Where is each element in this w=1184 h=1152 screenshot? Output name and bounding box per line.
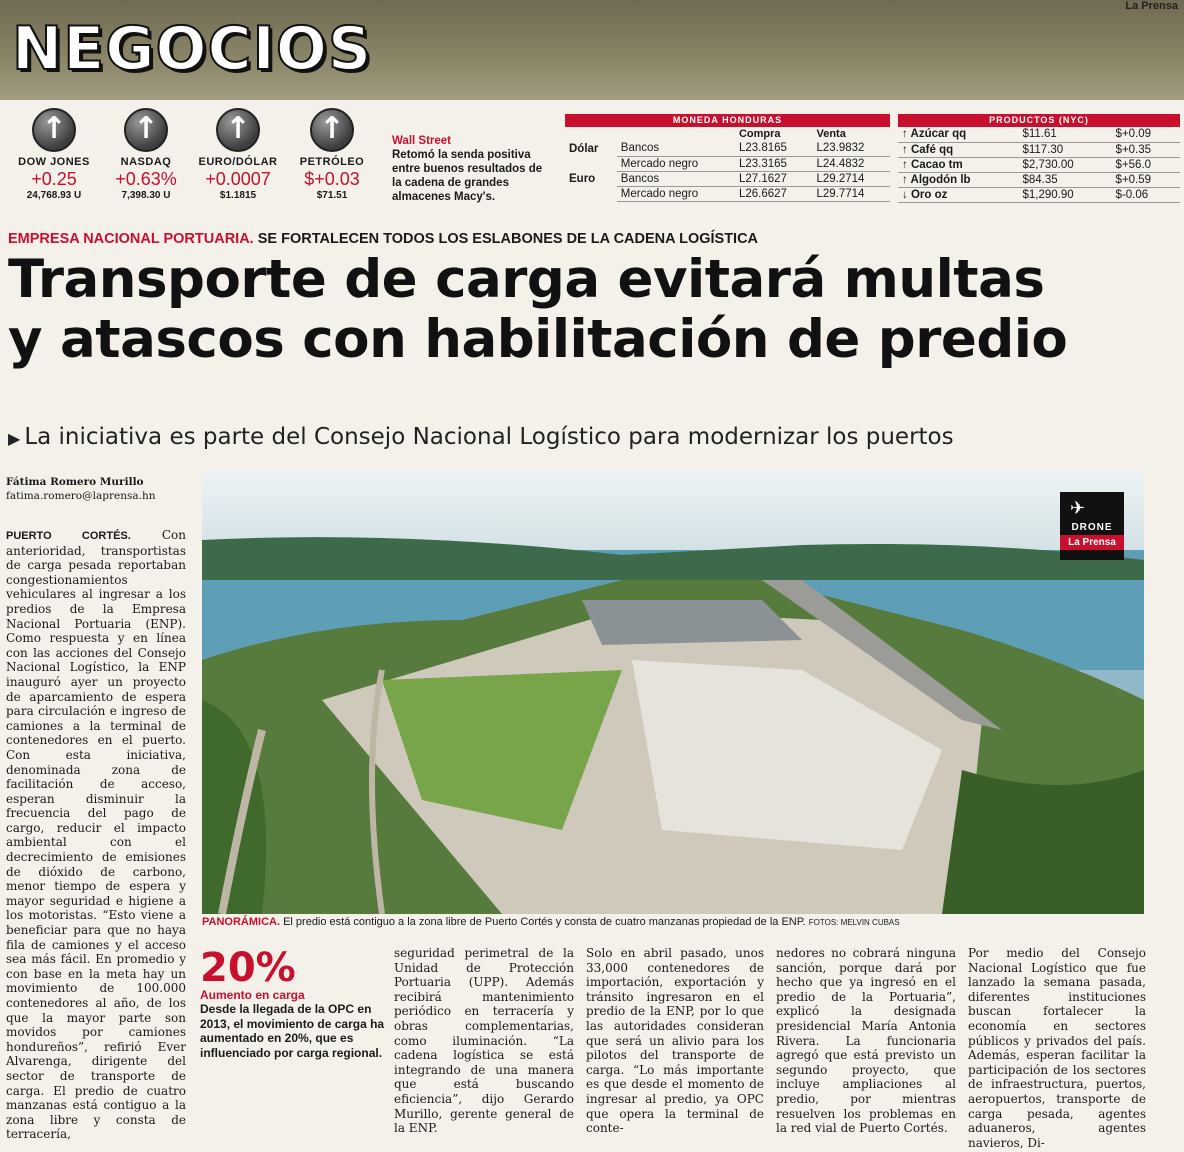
currency-buy: L27.1627 <box>735 171 813 186</box>
indicator-label: NASDAQ <box>120 156 172 168</box>
indicator-label: EURO/DÓLAR <box>198 156 278 168</box>
indicator-change: +0.63% <box>115 169 177 189</box>
currency-name <box>565 156 617 171</box>
column-text: Por medio del Consejo Nacional Logístico que fue lanzado la semana pasada, diferentes instituciones buscan fortalecer la economía en sectores públicos y privados del país. Además, esperan facilitar la participación de los sectores de infraestructura, puertos, aeropuertos, transporte de carga pesada, agentes aduaneros, agentes navieros, Di- <box>968 946 1146 1150</box>
article-column-4 <box>776 946 956 1136</box>
dateline: PUERTO CORTÉS. <box>6 530 131 542</box>
article-kicker <box>8 231 1178 247</box>
indicator-change: +0.0007 <box>205 169 271 189</box>
indicator-dow-jones <box>4 108 104 201</box>
product-price: $11.61 <box>1018 127 1111 142</box>
article-column-1 <box>6 528 186 1142</box>
indicator-value: $71.51 <box>316 190 348 201</box>
stat-label: Aumento en carga <box>200 988 305 1002</box>
article-column-2 <box>394 946 574 1136</box>
product-change: $+0.35 <box>1112 142 1180 157</box>
drone-badge <box>1060 492 1124 560</box>
triangle-right-icon: ▶ <box>8 429 21 448</box>
market-strip <box>0 100 1184 228</box>
product-price: $84.35 <box>1018 172 1111 187</box>
product-change: $+0.09 <box>1112 127 1180 142</box>
table-row <box>565 186 890 201</box>
currency-sell: L29.2714 <box>812 171 890 186</box>
indicator-petroleo <box>282 108 382 201</box>
product-price: $2,730.00 <box>1018 157 1111 172</box>
arrow-up-icon <box>310 108 354 152</box>
product-price: $1,290.90 <box>1018 187 1111 202</box>
column-text: nedores no cobrará ninguna sanción, porque dará por hecho que ya ingresó en el predio de la Portuaria”, explicó la designada presidencial María Antonia Rivera. La funcionaria agregó que está previsto un segundo proyecto, que incluye ampliaciones al predio, por mientras resuelven los problemas en la red vial de Puerto Cortés. <box>776 946 956 1136</box>
kicker-text: SE FORTALECEN TODOS LOS ESLABONES DE LA CADENA LOGÍSTICA <box>257 231 759 247</box>
article-deck <box>8 424 1178 450</box>
article-column-5 <box>968 946 1146 1150</box>
author-email: fatima.romero@laprensa.hn <box>6 490 156 502</box>
indicator-euro-dolar <box>188 108 288 201</box>
headline-line-2: y atascos con habilitación de predio <box>8 309 1068 370</box>
indicator-label: PETRÓLEO <box>299 156 365 168</box>
product-name: Azúcar qq <box>910 128 967 141</box>
product-name: Café qq <box>910 143 954 156</box>
section-title: NEGOCIOS <box>12 14 373 84</box>
indicator-change: +0.25 <box>31 169 77 189</box>
trend-arrow-icon: ↑ <box>902 158 908 171</box>
stat-box <box>200 945 386 1060</box>
arrow-up-icon <box>216 108 260 152</box>
drone-icon: ✈ <box>1070 498 1086 519</box>
currency-sell: L24.4832 <box>812 156 890 171</box>
arrow-up-icon <box>124 108 168 152</box>
table-row <box>898 187 1180 202</box>
product-change: $+0.59 <box>1112 172 1180 187</box>
column-text: Solo en abril pasado, unos 33,000 contenedores de importación, exportación y tránsito ingresaron en el predio de la ENP, por lo que las autoridades consideran que será un alivio para los pilotos del transporte de carga. “Lo más importante es que desde el momento de ingresar al predio, ya OPC que opera la terminal de conte- <box>586 946 764 1136</box>
table-row <box>565 141 890 156</box>
photo-credit: FOTOS: MELVIN CUBAS <box>808 918 900 927</box>
caption-lead: PANORÁMICA. <box>202 916 281 928</box>
currency-header: Compra <box>738 128 781 140</box>
product-name: Oro oz <box>910 188 948 201</box>
indicator-nasdaq <box>96 108 196 201</box>
indicator-change: $+0.03 <box>304 169 360 189</box>
article-headline <box>8 250 1178 370</box>
column-text: Con anterioridad, transportistas de carga pesada reportaban congestionamientos vehiculares al ingresar a los predios de la Empresa Nacional Portuaria (ENP). Como respuesta y en línea con las acciones del Consejo Nacional Logístico, la ENP inauguró ayer un proyecto de aparcamiento de espera para circulación e ingreso de camiones a la terminal de contenedores en el puerto. Con esta iniciativa, denominada zona de facilitación de acceso, esperan disminuir la frecuencia del pago de cargo, reducir el impacto ambiental con el decrecimiento de emisiones de dióxido de carbono, menor tiempo de espera y mayor seguridad e higiene a los motoristas. “Esto viene a beneficiar para que no haya fila de camiones y el acceso sea más fácil. En promedio y con base en la meta hay un movimiento de 100.000 contenedores al año, de los que la mayor parte son movidos por camiones hondureños”, refirió Ever Alvarenga, dirigente del sector de transporte de carga. El predio de cuatro manzanas está contiguo a la zona libre y consta de terracería, <box>6 528 186 1142</box>
currency-buy: L26.6627 <box>735 186 813 201</box>
deck-text: La iniciativa es parte del Consejo Nacional Logístico para modernizar los puertos <box>24 424 954 450</box>
product-change: $-0.06 <box>1112 187 1180 202</box>
currency-buy: L23.3165 <box>735 156 813 171</box>
caption-text: El predio está contiguo a la zona libre de Puerto Cortés y consta de cuatro manzanas propiedad de la ENP. <box>283 916 806 928</box>
product-name: Cacao tm <box>910 158 963 171</box>
currency-buy: L23.8165 <box>735 141 813 156</box>
trend-arrow-icon: ↑ <box>902 128 908 141</box>
indicator-label: DOW JONES <box>18 156 90 168</box>
currency-header: Venta <box>816 128 846 140</box>
byline <box>6 475 196 503</box>
currency-name: Dólar <box>569 142 599 155</box>
wall-street-text: Retomó la senda positiva entre buenos resultados de la cadena de grandes almacenes Macy's. <box>392 149 543 203</box>
product-price: $117.30 <box>1018 142 1111 157</box>
currency-table <box>565 114 890 202</box>
product-name: Algodón lb <box>910 173 971 186</box>
currency-market: Mercado negro <box>617 156 735 171</box>
drone-badge-label: DRONE <box>1071 522 1113 533</box>
wall-street-note <box>392 134 552 204</box>
indicator-value: 7,398.30 U <box>121 190 171 201</box>
drone-badge-brand: La Prensa <box>1060 535 1124 550</box>
table-row <box>898 127 1180 142</box>
currency-sell: L29.7714 <box>812 186 890 201</box>
currency-market: Bancos <box>617 171 735 186</box>
currency-name <box>565 186 617 201</box>
article-column-3 <box>586 946 764 1136</box>
currency-market: Bancos <box>617 141 735 156</box>
indicator-value: 24,768.93 U <box>26 190 82 201</box>
wall-street-title: Wall Street <box>392 135 452 147</box>
stat-value: 20% <box>200 945 296 991</box>
section-masthead <box>0 0 1184 100</box>
table-row <box>898 157 1180 172</box>
stat-text: Desde la llegada de la OPC en 2013, el movimiento de carga ha aumentado en 20%, que es influenciado por carga regional. <box>200 1002 385 1060</box>
table-row <box>565 171 890 186</box>
products-table <box>898 114 1180 203</box>
table-row <box>898 172 1180 187</box>
table-row <box>565 156 890 171</box>
newspaper-brand: La Prensa <box>1125 0 1178 12</box>
author-name: Fátima Romero Murillo <box>6 476 144 488</box>
arrow-up-icon <box>32 108 76 152</box>
currency-header <box>617 127 735 141</box>
photo-caption <box>202 916 1162 928</box>
trend-arrow-icon: ↓ <box>902 188 908 201</box>
port-aerial-illustration <box>202 470 1144 914</box>
kicker-label: EMPRESA NACIONAL PORTUARIA. <box>8 231 254 247</box>
column-text: seguridad perimetral de la Unidad de Protección Portuaria (UPP). Además recibirá mantenimiento periódico en terracería y obras complementarias, como iluminación. “La cadena logística se está integrando de una manera que está buscando eficiencia”, dijo Gerardo Murillo, gerente general de la ENP. <box>394 946 574 1136</box>
trend-arrow-icon: ↑ <box>902 143 908 156</box>
indicator-value: $1.1815 <box>219 190 257 201</box>
aerial-photo <box>202 470 1144 914</box>
currency-sell: L23.9832 <box>812 141 890 156</box>
product-change: $+56.0 <box>1112 157 1180 172</box>
products-table-title: PRODUCTOS (NYC) <box>898 114 1180 127</box>
table-row <box>898 142 1180 157</box>
currency-table-title: MONEDA HONDURAS <box>565 114 890 127</box>
currency-market: Mercado negro <box>617 186 735 201</box>
headline-line-1: Transporte de carga evitará multas <box>8 249 1045 310</box>
trend-arrow-icon: ↑ <box>902 173 908 186</box>
currency-name: Euro <box>569 172 596 185</box>
currency-header <box>565 127 617 141</box>
